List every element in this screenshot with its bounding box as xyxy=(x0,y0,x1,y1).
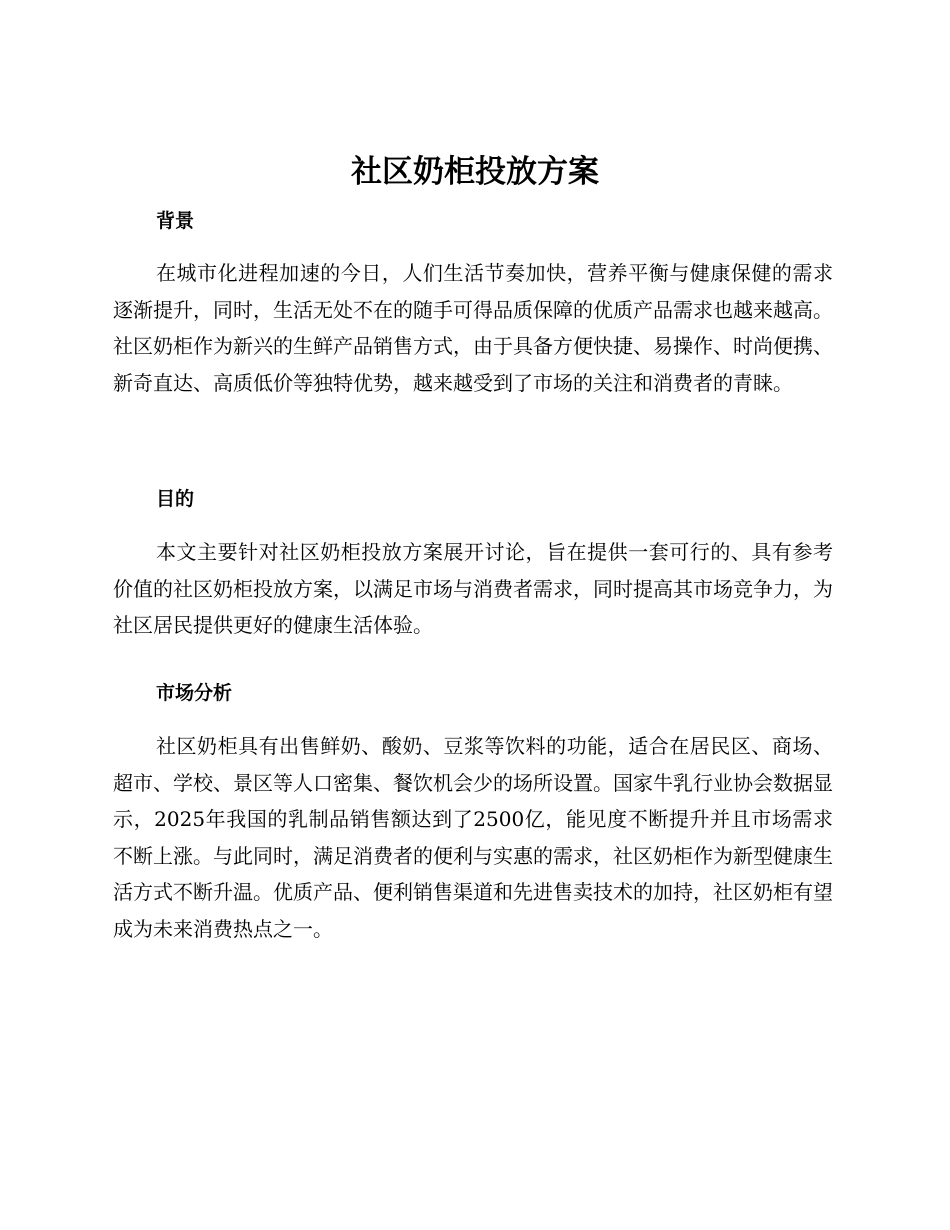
section-heading-purpose: 目的 xyxy=(156,488,195,510)
section-paragraph-market-analysis: 社区奶柜具有出售鲜奶、酸奶、豆浆等饮料的功能，适合在居民区、商场、超市、学校、景区等人口密集、餐饮机会少的场所设置。国家牛乳行业协会数据显示，2025年我国的乳制品销售额达到了2500亿，能见度不断提升并且市场需求不断上涨。与此同时，满足消费者的便利与实惠的需求，社区奶柜作为新型健康生活方式不断升温。优质产品、便利销售渠道和先进售卖技术的加持，社区奶柜有望成为未来消费热点之一。 xyxy=(113,734,833,941)
document-title: 社区奶柜投放方案 xyxy=(351,154,599,190)
section-heading-market-analysis: 市场分析 xyxy=(156,682,233,704)
section-paragraph-background: 在城市化进程加速的今日，人们生活节奏加快，营养平衡与健康保健的需求逐渐提升，同时，生活无处不在的随手可得品质保障的优质产品需求也越来越高。社区奶柜作为新兴的生鲜产品销售方式，由于具备方便快捷、易操作、时尚便携、新奇直达、高质低价等独特优势，越来越受到了市场的关注和消费者的青睐。 xyxy=(113,261,833,395)
section-heading-background: 背景 xyxy=(156,210,195,232)
section-paragraph-purpose: 本文主要针对社区奶柜投放方案展开讨论，旨在提供一套可行的、具有参考价值的社区奶柜投放方案，以满足市场与消费者需求，同时提高其市场竞争力，为社区居民提供更好的健康生活体验。 xyxy=(113,540,833,637)
